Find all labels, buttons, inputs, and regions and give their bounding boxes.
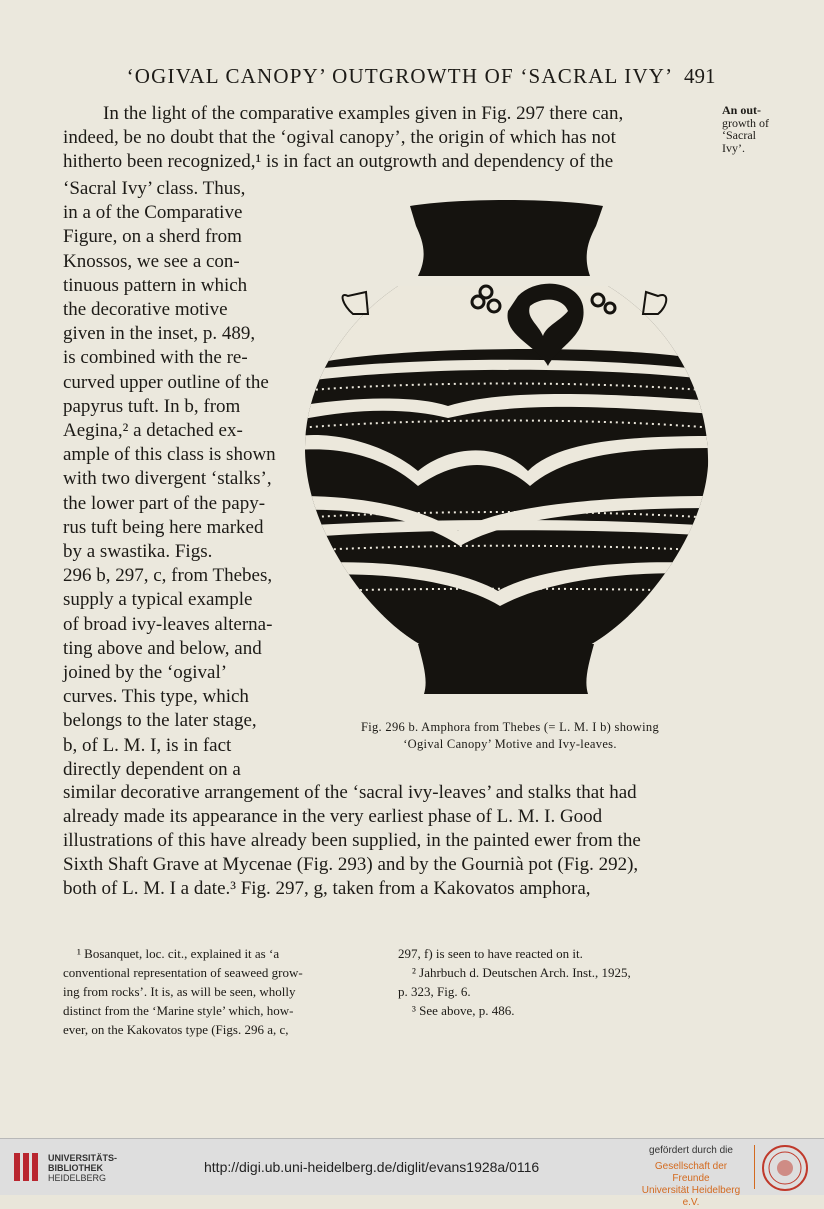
side-line: 296 b, 297, c, from Thebes, bbox=[63, 565, 273, 587]
library-name-line: UNIVERSITÄTS- bbox=[48, 1153, 118, 1163]
side-line: Aegina,² a detached ex- bbox=[63, 420, 243, 442]
side-line: joined by the ‘ogival’ bbox=[63, 662, 228, 684]
permalink[interactable]: http://digi.ub.uni-heidelberg.de/diglit/evans1928a/0116 bbox=[204, 1159, 540, 1175]
side-line: ting above and below, and bbox=[63, 637, 262, 659]
side-line: belongs to the later stage, bbox=[63, 710, 257, 732]
caption-line: ‘Ogival Canopy’ Motive and Ivy-leaves. bbox=[403, 737, 617, 751]
library-logo-icon bbox=[10, 1147, 42, 1187]
side-line: the decorative motive bbox=[63, 299, 228, 321]
side-line: supply a typical example bbox=[63, 589, 253, 611]
caption-line: Fig. 296 b. Amphora from Thebes (= L. M. I b) showing bbox=[360, 720, 660, 734]
footer-divider bbox=[754, 1145, 755, 1189]
footnote-line: ever, on the Kakovatos type (Figs. 296 a, c, bbox=[63, 1022, 289, 1037]
body-line: both of L. M. I a date.³ Fig. 297, g, taken from a Kakovatos amphora, bbox=[63, 878, 591, 899]
sponsor-line: gefördert durch die bbox=[649, 1145, 733, 1156]
side-line: directly dependent on a bbox=[63, 758, 241, 780]
footnote-line: ² Jahrbuch d. Deutschen Arch. Inst., 1925, bbox=[412, 965, 631, 980]
footnote-line: p. 323, Fig. 6. bbox=[398, 984, 471, 999]
sponsor-line: Gesellschaft der Freunde bbox=[654, 1161, 728, 1184]
body-line: Sixth Shaft Grave at Mycenae (Fig. 293) and by the Gournià pot (Fig. 292), bbox=[63, 854, 639, 875]
sponsor-note bbox=[636, 1145, 746, 1209]
footnote-line: ing from rocks’. It is, as will be seen, wholly bbox=[63, 984, 296, 999]
margin-note-line: Ivy’. bbox=[722, 140, 745, 155]
side-line: curved upper outline of the bbox=[63, 371, 269, 393]
footnote-line: distinct from the ‘Marine style’ which, how- bbox=[63, 1003, 294, 1018]
side-line: ample of this class is shown bbox=[63, 444, 276, 466]
side-column-text bbox=[63, 177, 287, 782]
footnote-line: ³ See above, p. 486. bbox=[412, 1003, 515, 1018]
library-name-line: HEIDELBERG bbox=[48, 1173, 107, 1183]
page-number: 491 bbox=[684, 64, 716, 88]
body-line: similar decorative arrangement of the ‘sacral ivy-leaves’ and stalks that had bbox=[63, 782, 637, 803]
side-line: Knossos, we see a con- bbox=[63, 250, 240, 272]
figure-caption bbox=[290, 719, 730, 753]
side-line: b, of L. M. I, is in fact bbox=[63, 734, 232, 756]
running-title: ‘OGIVAL CANOPY’ OUTGROWTH OF ‘SACRAL IVY’ bbox=[126, 64, 674, 88]
side-line: by a swastika. Figs. bbox=[63, 541, 213, 563]
side-line: tinuous pattern in which bbox=[63, 274, 248, 296]
body-line: indeed, be no doubt that the ‘ogival canopy’, the origin of which has not bbox=[63, 127, 616, 148]
footnote-line: conventional representation of seaweed grow- bbox=[63, 965, 303, 980]
body-line: hitherto been recognized,¹ is in fact an outgrowth and dependency of the bbox=[63, 151, 614, 172]
side-line: Figure, on a sherd from bbox=[63, 226, 242, 248]
margin-note-line: growth of bbox=[722, 115, 769, 130]
seal-icon bbox=[760, 1143, 810, 1193]
side-line: ‘Sacral Ivy’ class. Thus, bbox=[63, 178, 246, 199]
library-name bbox=[48, 1153, 117, 1183]
body-line: illustrations of this have already been supplied, in the painted ewer from the bbox=[63, 830, 641, 851]
footnotes-right bbox=[398, 944, 631, 1020]
side-line: rus tuft being here marked bbox=[63, 516, 264, 538]
side-line: papyrus tuft. In b, from bbox=[63, 395, 241, 417]
side-line: with two divergent ‘stalks’, bbox=[63, 468, 272, 490]
margin-note bbox=[722, 104, 802, 154]
side-line: the lower part of the papy- bbox=[63, 492, 266, 514]
footnotes-left bbox=[63, 944, 303, 1039]
body-line: already made its appearance in the very earliest phase of L. M. I. Good bbox=[63, 806, 603, 827]
side-line: in a of the Comparative bbox=[63, 202, 243, 224]
side-line: is combined with the re- bbox=[63, 347, 248, 369]
digitization-footer bbox=[0, 1138, 824, 1208]
body-line: In the light of the comparative examples given in Fig. 297 there can, bbox=[103, 103, 624, 124]
side-line: given in the inset, p. 489, bbox=[63, 323, 256, 345]
footnote-line: ¹ Bosanquet, loc. cit., explained it as ‘a bbox=[77, 946, 280, 961]
side-line: curves. This type, which bbox=[63, 686, 249, 708]
side-line: of broad ivy-leaves alterna- bbox=[63, 613, 273, 635]
sponsor-line: Universität Heidelberg e.V. bbox=[641, 1185, 741, 1208]
library-name-line: BIBLIOTHEK bbox=[48, 1163, 103, 1173]
margin-note-line: An out- bbox=[722, 103, 762, 117]
margin-note-line: ‘Sacral bbox=[722, 128, 756, 142]
footnote-line: 297, f) is seen to have reacted on it. bbox=[398, 946, 583, 961]
amphora-illustration bbox=[298, 196, 714, 696]
